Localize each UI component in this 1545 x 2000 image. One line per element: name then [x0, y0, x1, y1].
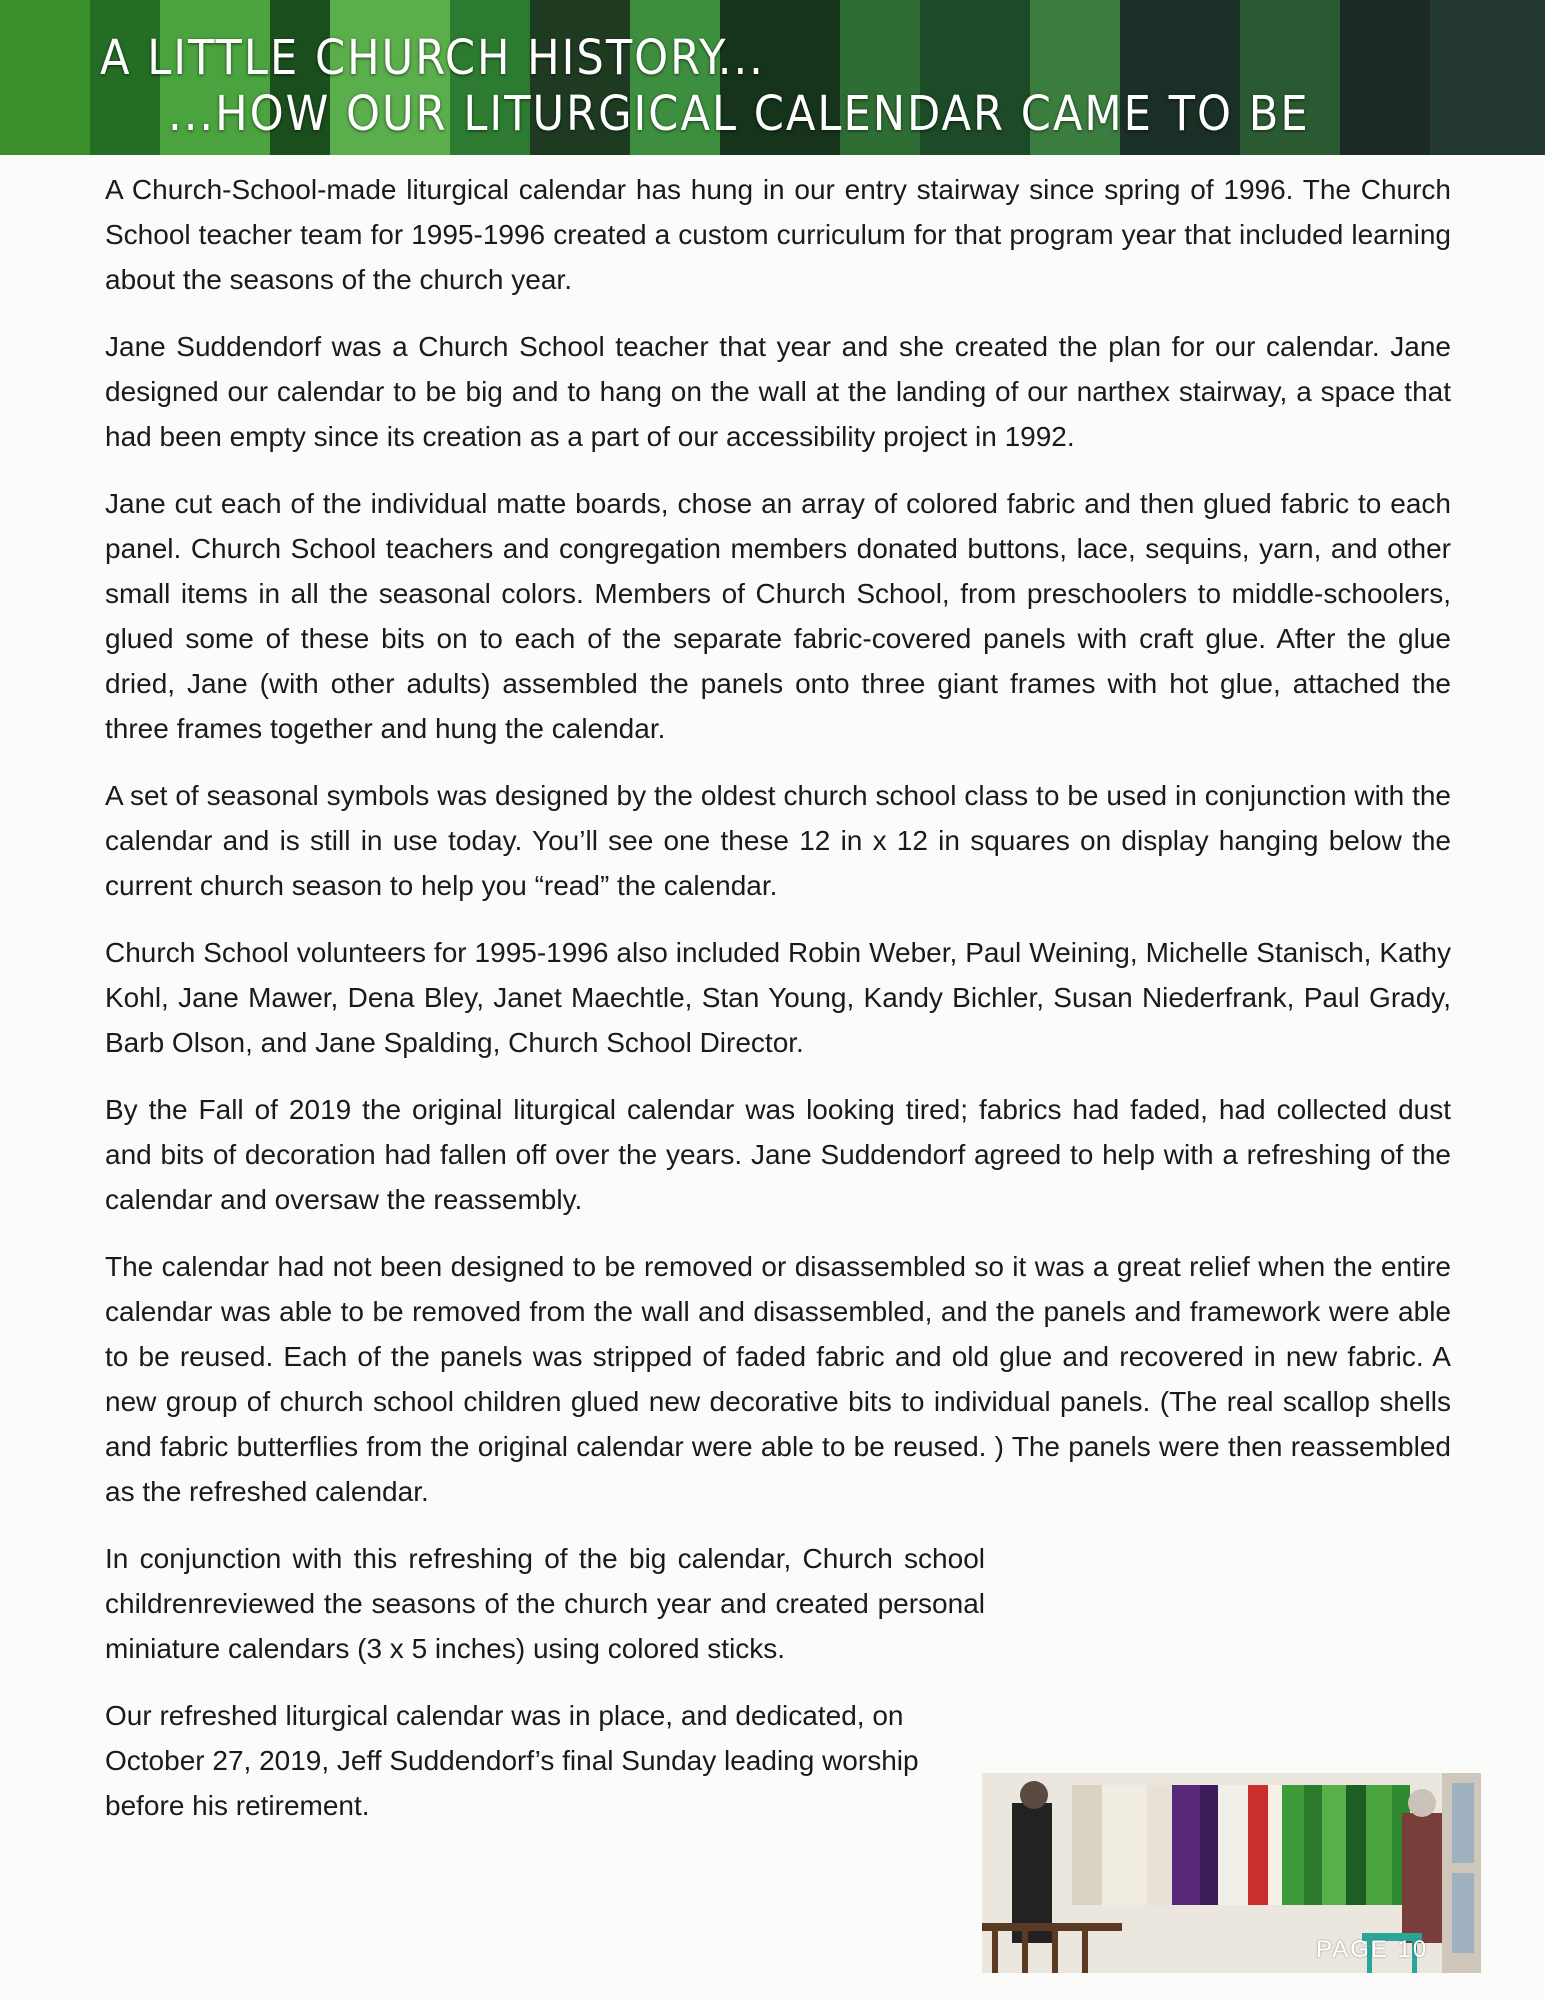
paragraph: A Church-School-made liturgical calendar has hung in our entry stairway since spring of 1996. The Church School teacher team for 1995-1996 created a custom curriculum for that program year that included learning about the seasons of the church year. [105, 174, 1451, 295]
paragraph: Church School volunteers for 1995-1996 also included Robin Weber, Paul Weining, Michelle Stanisch, Kathy Kohl, Jane Mawer, Dena Bley, Janet Maechtle, Stan Young, Kandy Bichler, Susan Niederfrank, Paul Grady, Barb Olson, and Jane Spalding, Church School Director. [105, 937, 1451, 1058]
paragraph: The calendar had not been designed to be removed or disassembled so it was a great relief when the entire calendar was able to be removed from the wall and disassembled, and the panels and framework were able to be reused. Each of the panels was stripped of faded fabric and old glue and recovered in new fabric. A new group of church school children glued new decorative bits to individual panels. (The real scallop shells and fabric butterflies from the original calendar were able to be reused. ) The panels were then reassembled as the refreshed calendar. [105, 1251, 1451, 1507]
title-line-1: A LITTLE CHURCH HISTORY... [100, 30, 765, 86]
header-banner [0, 0, 1545, 155]
page-title [100, 30, 1310, 142]
paragraph: A set of seasonal symbols was designed by the oldest church school class to be used in conjunction with the calendar and is still in use today. You’ll see one these 12 in x 12 in squares on display hanging below the current church season to help you “read” the calendar. [105, 780, 1451, 901]
paragraph: Jane cut each of the individual matte boards, chose an array of colored fabric and then glued fabric to each panel. Church School teachers and congregation members donated buttons, lace, sequins, yarn, and other small items in all the seasonal colors. Members of Church School, from preschoolers to middle-schoolers, glued some of these bits on to each of the separate fabric-covered panels with craft glue. After the glue dried, Jane (with other adults) assembled the panels onto three giant frames with hot glue, attached the three frames together and hung the calendar. [105, 488, 1451, 744]
paragraph: Jane Suddendorf was a Church School teacher that year and she created the plan for our calendar. Jane designed our calendar to be big and to hang on the wall at the landing of our narthex stairway, a space that had been empty since its creation as a part of our accessibility project in 1992. [105, 331, 1451, 452]
paragraph: Our refreshed liturgical calendar was in place, and dedicated, on October 27, 2019, Jeff Suddendorf’s final Sunday leading worship before his retirement. [105, 1700, 919, 1821]
page-number: PAGE 10 [1316, 1936, 1429, 1963]
paragraph: In conjunction with this refreshing of the big calendar, Church school childrenreviewed the seasons of the church year and created personal miniature calendars (3 x 5 inches) using colored sticks. [105, 1543, 985, 1664]
article-body [105, 167, 1451, 1850]
paragraph: By the Fall of 2019 the original liturgical calendar was looking tired; fabrics had faded, had collected dust and bits of decoration had fallen off over the years. Jane Suddendorf agreed to help with a refreshing of the calendar and oversaw the reassembly. [105, 1094, 1451, 1215]
title-line-2: ...HOW OUR LITURGICAL CALENDAR CAME TO BE [168, 86, 1310, 142]
